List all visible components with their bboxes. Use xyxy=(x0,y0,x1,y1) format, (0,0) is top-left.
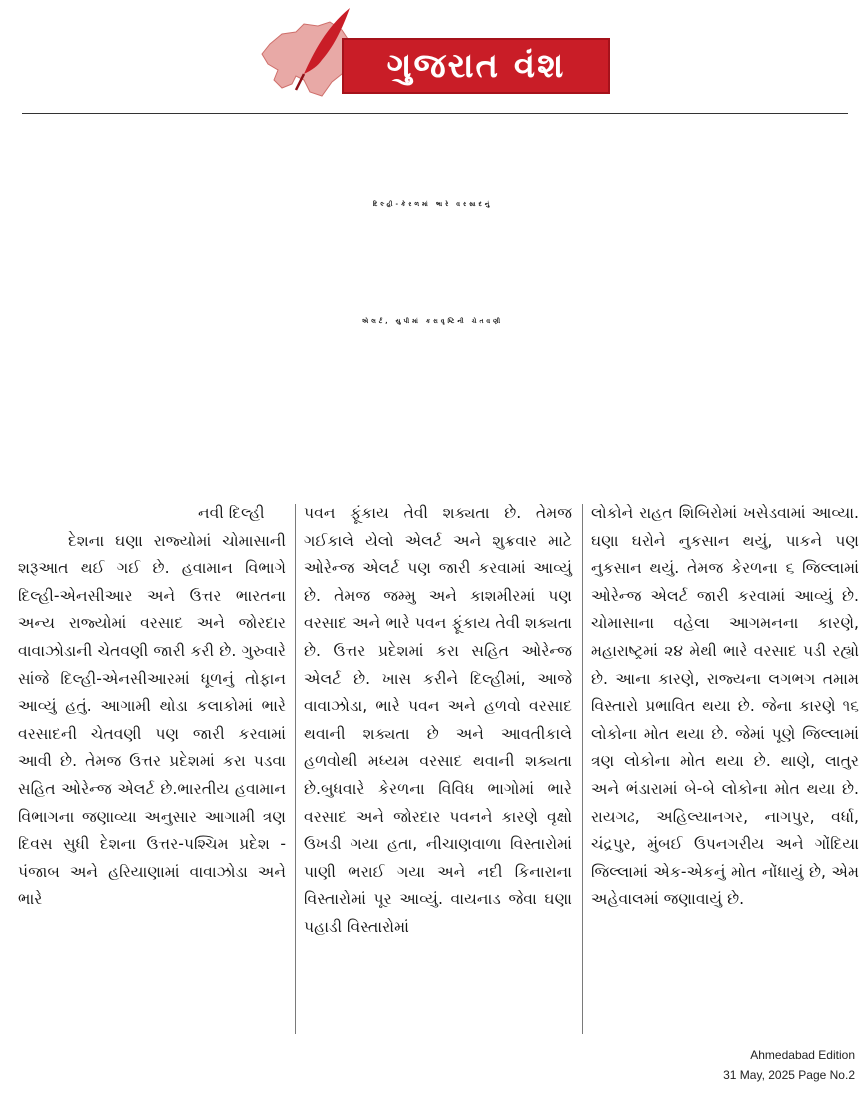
article-body xyxy=(18,500,858,1040)
subheadline-line-2 xyxy=(0,440,865,488)
edition-label: Ahmedabad Edition xyxy=(750,1048,855,1062)
column-1-text: દેશના ઘણા રાજ્યોમાં ચોમાસાની શરૂઆત થઈ ગઈ છે. હવામાન વિભાગે દિલ્હી-એનસીઆર અને ઉત્તર ભારતના અન્ય રાજ્યોમાં વરસાદ અને જોરદાર વાવાઝોડાની ચેતવણી જારી કરી છે. ગુરુવારે સાંજે દિલ્હી-એનસીઆરમાં ધૂળનું તોફાન આવ્યું હતું. આગામી થોડા કલાકોમાં ભારે વરસાદની ચેતવણી પણ જારી કરવામાં આવી છે. તેમજ ઉત્તર પ્રદેશમાં કરા પડવા સહિત ઓરેન્જ એલર્ટ છે.ભારતીય હવામાન વિભાગના જણાવ્યા અનુસાર આગામી ત્રણ દિવસ સુધી દેશના ઉત્તર-પશ્ચિમ પ્રદેશ - પંજાબ અને હરિયાણામાં વાવાઝોડા અને ભારે xyxy=(18,531,286,909)
newspaper-logo[interactable] xyxy=(252,4,612,104)
article-column-2 xyxy=(304,500,572,942)
column-3-text: લોકોને રાહત શિબિરોમાં ખસેડવામાં આવ્યા. ઘણા ઘરોને નુકસાન થયું, પાકને પણ નુકસાન થયું. તેમજ કેરળના ૬ જિલ્લામાં ઓરેન્જ એલર્ટ જારી કરવામાં આવ્યું છે. ચોમાસાના વહેલા આગમનના કારણે, મહારાષ્ટ્રમાં ૨૪ મેથી ભારે વરસાદ પડી રહ્યો છે. આના કારણે, રાજ્યના લગભગ તમામ વિસ્તારો પ્રભાવિત થયા છે. જેના કારણે ૧૬ લોકોના મોત થયા છે. જેમાં પૂણે જિલ્લામાં ત્રણ લોકોના મોત થયા છે. થાણે, લાતુર અને ભંડારામાં બે-બે લોકોના મોત થયા છે. રાયગઢ, અહિલ્યાનગર, નાગપુર, વર્ધા, ચંદ્રપુર, મુંબઈ ઉપનગરીય અને ગોંદિયા જિલ્લામાં એક-એકનું મોત નોંધાયું છે, એમ અહેવાલમાં જણાવાયું છે. xyxy=(591,504,859,909)
date-page-label: 31 May, 2025 Page No.2 xyxy=(723,1068,855,1082)
article-kicker xyxy=(0,122,865,168)
logo-text: ગુજરાત વંશ xyxy=(386,46,566,86)
masthead xyxy=(0,0,865,112)
article-column-3 xyxy=(591,500,859,914)
column-2-text: પવન ફૂંકાય તેવી શક્યતા છે. તેમજ ગઈકાલે યેલો એલર્ટ અને શુક્રવાર માટે ઓરેન્જ એલર્ટ પણ જારી કરવામાં આવ્યું છે. તેમજ જમ્મુ અને કાશમીરમાં પણ વરસાદ અને ભારે પવન ફૂંકાય તેવી શક્યતા છે. ઉત્તર પ્રદેશમાં કરા સહિત ઓરેન્જ એલર્ટ છે. ખાસ કરીને દિલ્હીમાં, આજે વાવાઝોડા, ભારે પવન અને હળવો વરસાદ થવાની શક્યતા છે અને આવતીકાલે હળવોથી મધ્યમ વરસાદ થવાની શક્યતા છે.બુધવારે કેરળના વિવિધ ભાગોમાં ભારે વરસાદ અને જોરદાર પવનને કારણે વૃક્ષો ઉખડી ગયા હતા, નીચાણવાળા વિસ્તારોમાં પાણી ભરાઈ ગયા અને નદી કિનારાના વિસ્તારોમાં પૂર આવ્યું. વાયનાડ જેવા ઘણા પહાડી વિસ્તારોમાં xyxy=(304,504,572,936)
subheadline-line-1 xyxy=(0,385,865,433)
logo-plate xyxy=(342,38,610,94)
masthead-divider xyxy=(22,113,848,114)
column-divider xyxy=(582,504,583,1034)
headline-line-2: એલર્ટ, યુપીમાં કરાવૃષ્ટિની ચેતવણી xyxy=(361,318,504,325)
article-column-1 xyxy=(18,500,286,914)
column-divider xyxy=(295,504,296,1034)
headline-line-1: દિલ્હી-કેરળમાં ભારે વરસાદનું xyxy=(372,201,493,208)
page-footer xyxy=(723,1045,855,1085)
dateline: નવી દિલ્હી xyxy=(198,504,265,522)
